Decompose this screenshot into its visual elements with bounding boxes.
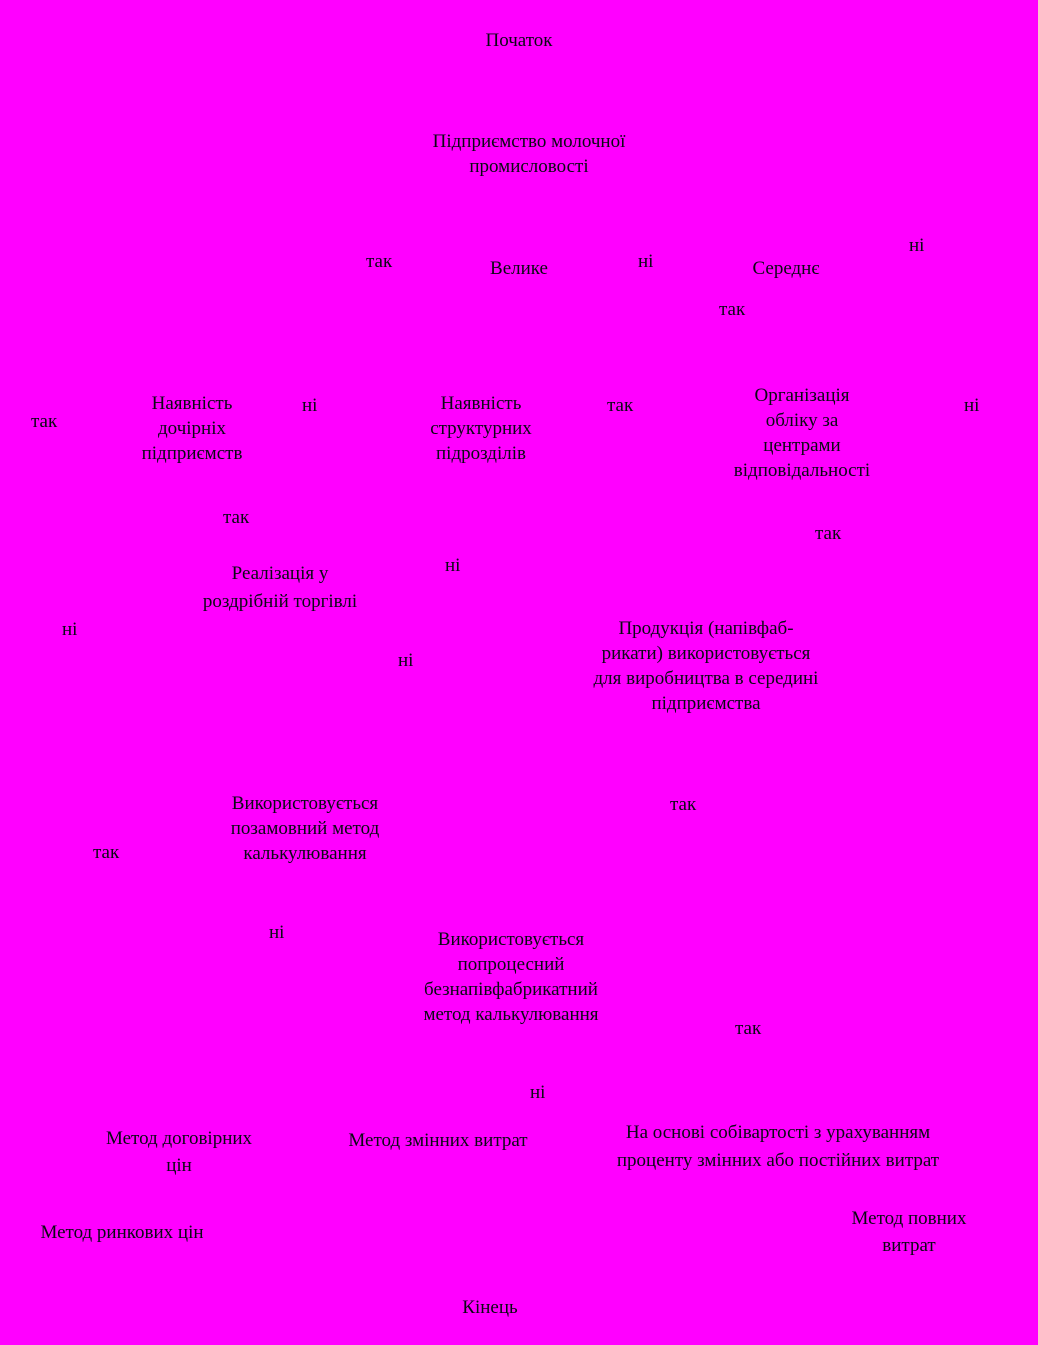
edge-label-no: ні xyxy=(964,395,980,416)
semi-products-node: Продукція (напівфаб- рикати) використовується для виробництва в середині підприємства xyxy=(593,618,819,714)
edge-label-yes: так xyxy=(223,507,250,528)
edge-label-yes: так xyxy=(815,523,842,544)
edge-label-yes: так xyxy=(670,794,697,815)
subsidiaries-node: Наявність дочірніх підприємств xyxy=(141,393,243,464)
enterprise-node: Підприємство молочної промисловості xyxy=(432,131,626,177)
contract-prices-method-node: Метод договірних цін xyxy=(105,1128,253,1176)
edge-label-yes: так xyxy=(719,299,746,320)
edge-label-no: ні xyxy=(269,922,285,943)
retail-node: Реалізація у роздрібній торгівлі xyxy=(202,563,358,612)
variable-costs-method-node: Метод змінних витрат xyxy=(348,1130,528,1151)
market-prices-method-node: Метод ринкових цін xyxy=(40,1222,204,1243)
edge-label-no: ні xyxy=(445,555,461,576)
edge-label-no: ні xyxy=(398,650,414,671)
large-enterprise-node: Велике xyxy=(490,258,548,279)
edge-label-yes: так xyxy=(93,842,120,863)
structural-units-node: Наявність структурних підрозділів xyxy=(430,393,532,464)
end-node: Кінець xyxy=(462,1297,518,1318)
edge-label-yes: так xyxy=(366,251,393,272)
responsibility-centers-node: Організація обліку за центрами відповідальності xyxy=(733,385,871,481)
edge-label-yes: так xyxy=(607,395,634,416)
job-order-method-node: Використовується позамовний метод калькулювання xyxy=(230,793,380,864)
process-costing-node: Використовується попроцесний безнапівфабрикатний метод калькулювання xyxy=(423,929,599,1025)
edge-label-yes: так xyxy=(735,1018,762,1039)
start-node: Початок xyxy=(485,30,553,51)
edge-label-yes: так xyxy=(31,411,58,432)
cost-based-method-node: На основі собівартості з урахуванням проценту змінних або постійних витрат xyxy=(616,1122,940,1171)
full-costs-method-node: Метод повних витрат xyxy=(851,1208,967,1256)
edge-label-no: ні xyxy=(530,1082,546,1103)
edge-label-no: ні xyxy=(638,251,654,272)
medium-enterprise-node: Середнє xyxy=(752,258,820,279)
edge-label-no: ні xyxy=(302,395,318,416)
edge-label-no: ні xyxy=(62,619,78,640)
edge-label-no: ні xyxy=(909,235,925,256)
